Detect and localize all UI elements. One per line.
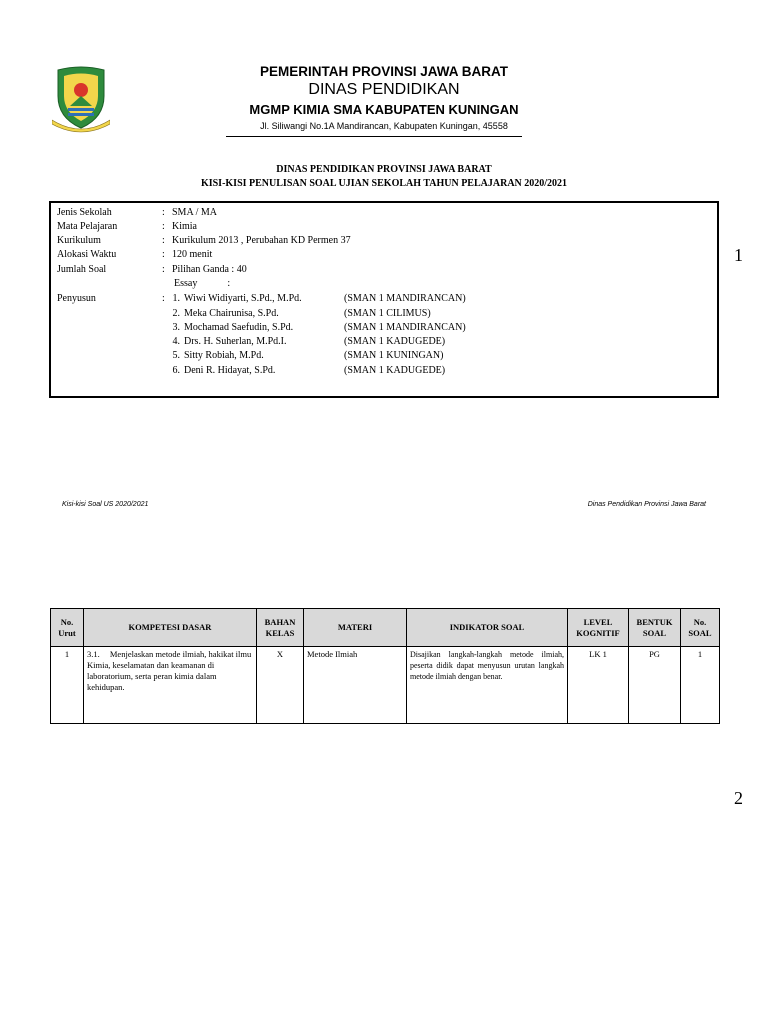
author-name: Drs. H. Suherlan, M.Pd.I. — [184, 336, 287, 347]
author-school: (SMAN 1 MANDIRANCAN) — [344, 322, 466, 333]
info-value: 120 menit — [172, 249, 213, 260]
letterhead-agency: DINAS PENDIDIKAN — [308, 81, 460, 98]
info-value: Kurikulum 2013 , Perubahan KD Permen 37 — [172, 235, 351, 246]
info-label: Kurikulum — [57, 235, 101, 246]
info-label: Jumlah Soal — [57, 264, 107, 275]
author-school: (SMAN 1 KADUGEDE) — [344, 336, 446, 347]
document-title-line2: KISI-KISI PENULISAN SOAL UJIAN SEKOLAH TAHUN PELAJARAN 2020/2021 — [200, 178, 568, 189]
table-header-row — [51, 609, 720, 647]
header-indikator-soal: INDIKATOR SOAL — [407, 609, 568, 647]
cell-bahan-kelas: X — [257, 647, 304, 724]
info-value-essay: Essay : — [174, 278, 231, 289]
info-colon: : — [162, 221, 165, 232]
cell-kompetensi-dasar — [84, 647, 257, 724]
cell-materi: Metode Ilmiah — [304, 647, 407, 724]
page-number: 2 — [734, 788, 743, 808]
letterhead-province: PEMERINTAH PROVINSI JAWA BARAT — [259, 64, 509, 79]
info-label: Mata Pelajaran — [57, 221, 118, 232]
document-title-line1: DINAS PENDIDIKAN PROVINSI JAWA BARAT — [276, 164, 492, 175]
author-school: (SMAN 1 CILIMUS) — [344, 308, 431, 319]
author-number: 3. — [172, 322, 180, 333]
info-colon: : — [162, 264, 165, 275]
cell-no-soal: 1 — [681, 647, 720, 724]
cell-bentuk-soal: PG — [629, 647, 681, 724]
kisi-table — [50, 608, 720, 724]
author-number: 4. — [172, 336, 180, 347]
letterhead-mgmp: MGMP KIMIA SMA KABUPATEN KUNINGAN — [249, 102, 519, 117]
kd-text: Menjelaskan metode ilmiah, hakikat ilmu Kimia, keselamatan dan keamanan di laboratorium, serta peran kimia dalam kehidupan. — [87, 649, 252, 692]
kd-number: 3.1. — [87, 649, 100, 659]
header-bahan-kelas: BAHAN KELAS — [257, 609, 304, 647]
author-name: Mochamad Saefudin, S.Pd. — [184, 322, 294, 333]
author-number: 1. — [172, 293, 180, 304]
info-colon: : — [162, 249, 165, 260]
cell-no-urut: 1 — [51, 647, 84, 724]
info-label: Alokasi Waktu — [57, 249, 117, 260]
header-level-kognitif: LEVEL KOGNITIF — [568, 609, 629, 647]
info-label: Jenis Sekolah — [57, 207, 112, 218]
author-number: 6. — [172, 365, 180, 376]
author-school: (SMAN 1 KUNINGAN) — [344, 350, 444, 361]
page-number: 1 — [734, 245, 743, 265]
info-value: Kimia — [172, 221, 197, 232]
letterhead-address: Jl. Siliwangi No.1A Mandirancan, Kabupaten Kuningan, 45558 — [260, 121, 508, 131]
header-kompetensi-dasar: KOMPETESI DASAR — [84, 609, 257, 647]
info-value-pg: Pilihan Ganda : 40 — [172, 264, 247, 275]
table-row — [51, 647, 720, 724]
info-box — [49, 201, 719, 398]
info-label: Penyusun — [57, 293, 96, 304]
author-name: Wiwi Widiyarti, S.Pd., M.Pd. — [184, 293, 302, 304]
info-value: SMA / MA — [172, 207, 218, 218]
info-colon: : — [162, 293, 165, 304]
author-school: (SMAN 1 KADUGEDE) — [344, 365, 446, 376]
author-number: 2. — [172, 308, 180, 319]
info-colon: : — [162, 235, 165, 246]
author-name: Meka Chairunisa, S.Pd. — [184, 308, 279, 319]
info-colon: : — [162, 207, 165, 218]
author-number: 5. — [172, 350, 180, 361]
west-java-emblem-icon — [52, 66, 110, 134]
cell-indikator-soal: Disajikan langkah-langkah metode ilmiah, peserta didik dapat menyusun urutan langkah metode ilmiah dengan benar. — [407, 647, 568, 724]
author-school: (SMAN 1 MANDIRANCAN) — [344, 293, 466, 304]
header-no-soal: No. SOAL — [681, 609, 720, 647]
header-materi: MATERI — [304, 609, 407, 647]
header-bentuk-soal: BENTUK SOAL — [629, 609, 681, 647]
header-no-urut: No. Urut — [51, 609, 84, 647]
letterhead-divider — [226, 136, 522, 137]
author-name: Deni R. Hidayat, S.Pd. — [184, 365, 276, 376]
author-name: Sitty Robiah, M.Pd. — [184, 350, 264, 361]
footer-left: Kisi-kisi Soal US 2020/2021 — [62, 501, 149, 508]
cell-level-kognitif: LK 1 — [568, 647, 629, 724]
footer-right: Dinas Pendidikan Provinsi Jawa Barat — [587, 501, 706, 508]
